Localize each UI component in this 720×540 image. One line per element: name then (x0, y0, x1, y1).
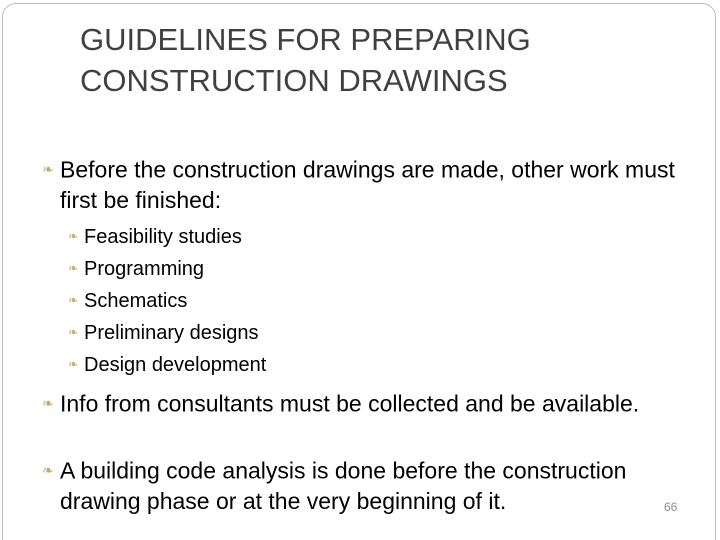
bullet-icon: ❧ (42, 162, 54, 177)
sub-bullet-text: Schematics (84, 290, 188, 312)
sub-bullet-item (68, 286, 684, 315)
sub-bullet-text: Programming (84, 258, 205, 280)
bullet-text: Info from consultants must be collected and be available. (60, 390, 640, 417)
bullet-text: Before the construction drawings are made, other work must first be finished: (60, 156, 675, 214)
sub-bullet-text: Design development (84, 354, 267, 376)
bullet-item (42, 388, 700, 419)
bullet-icon: ❧ (68, 293, 79, 307)
bullet-icon: ❧ (68, 229, 79, 243)
slide-title: GUIDELINES FOR PREPARING CONSTRUCTION DRAWINGS (80, 22, 531, 98)
bullet-item (42, 455, 700, 517)
sub-bullet-item (68, 254, 684, 283)
bullet-text: A building code analysis is done before the construction drawing phase or at the very beginning of it. (60, 457, 627, 515)
sub-bullet-item (68, 222, 684, 251)
bullet-icon: ❧ (68, 261, 79, 275)
sub-bullet-text: Feasibility studies (84, 226, 242, 248)
sub-bullet-item (68, 350, 684, 379)
bullet-item (42, 154, 700, 216)
bullet-icon: ❧ (68, 325, 79, 339)
bullet-icon: ❧ (68, 357, 79, 371)
page-number: 66 (664, 500, 678, 514)
bullet-icon: ❧ (42, 463, 54, 478)
sub-bullet-text: Preliminary designs (84, 322, 259, 344)
sub-bullet-item (68, 318, 684, 347)
bullet-icon: ❧ (42, 396, 54, 411)
